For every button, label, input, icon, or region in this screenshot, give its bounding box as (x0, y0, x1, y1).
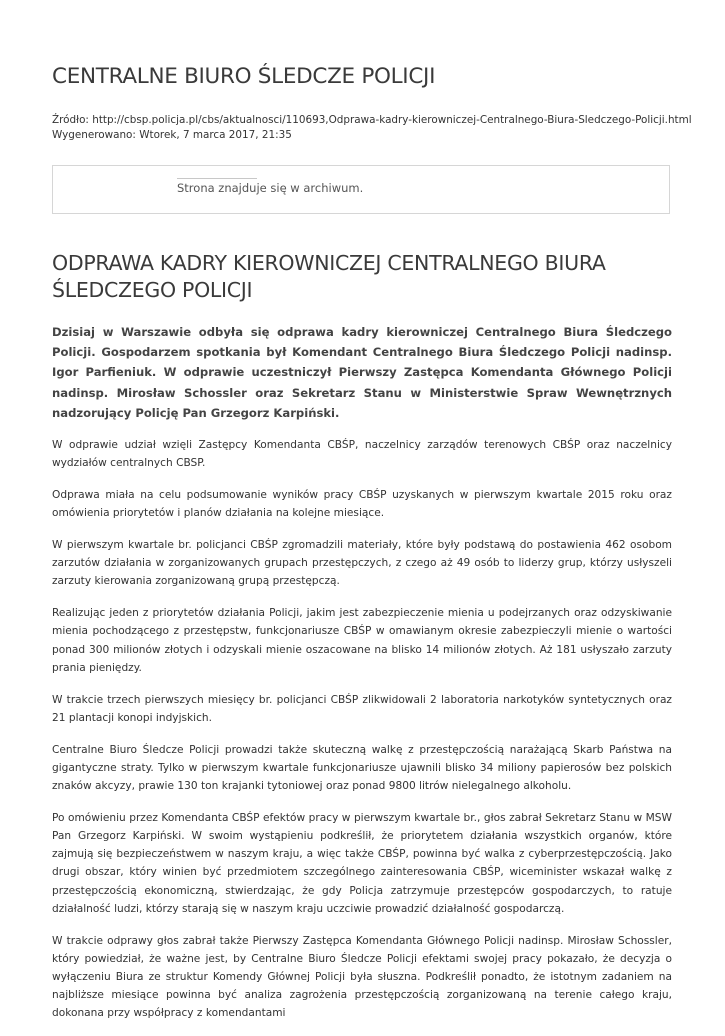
article-title: ODPRAWA KADRY KIEROWNICZEJ CENTRALNEGO BIURA ŚLEDCZEGO POLICJI (52, 251, 606, 302)
article-paragraph: W odprawie udział wzięli Zastępcy Komendanta CBŚP, naczelnicy zarządów terenowych CBŚP oraz naczelnicy wydziałów centralnych CBSP. (52, 439, 672, 470)
site-title: CENTRALNE BIURO ŚLEDCZE POLICJI (52, 64, 436, 89)
source-info (52, 113, 692, 143)
generated-date: Wygenerowano: Wtorek, 7 marca 2017, 21:35 (52, 129, 292, 141)
article-paragraph: Odprawa miała na celu podsumowanie wyników pracy CBŚP uzyskanych w pierwszym kwartale 2015 roku oraz omówienia priorytetów i planów działania na kolejne miesiące. (52, 489, 672, 520)
article-paragraph: W trakcie trzech pierwszych miesięcy br. policjanci CBŚP zlikwidowali 2 laboratoria narkotyków syntetycznych oraz 21 plantacji konopi indyjskich. (52, 693, 672, 724)
archive-notice: Strona znajduje się w archiwum. (177, 181, 364, 195)
article-lead: Dzisiaj w Warszawie odbyła się odprawa kadry kierowniczej Centralnego Biura Śledczego Policji. Gospodarzem spotkania był Komendant Centralnego Biura Śledczego Policji nadinsp. Igor Parfieniuk. W odprawie uczestniczył Pierwszy Zastępca Komendanta Głównego Policji nadinsp. Mirosław Schossler oraz Sekretarz Stanu w Ministerstwie Spraw Wewnętrznych nadzorujący Policję Pan Grzegorz Karpiński. (52, 325, 672, 420)
archive-notice-box (52, 165, 670, 214)
article-paragraph: Centralne Biuro Śledcze Policji prowadzi także skuteczną walkę z przestępczością narażającą Skarb Państwa na gigantyczne straty. Tylko w pierwszym kwartale funkcjonariusze ujawnili blisko 34 miliony papierosów bez polskich znaków akcyzy, prawie 130 ton krajanki tytoniowej oraz ponad 9800 litrów nielegalnego alkoholu. (52, 743, 672, 793)
article-body (52, 436, 672, 1036)
article-paragraph: W pierwszym kwartale br. policjanci CBŚP zgromadzili materiały, które były podstawą do postawienia 462 osobom zarzutów działania w zorganizowanych grupach przestępczych, z czego aż 49 osób to liderzy grup, którzy usłyszeli zarzuty kierowania zorganizowaną grupą przestępczą. (52, 539, 672, 588)
archive-divider (177, 178, 257, 179)
article-paragraph: Realizując jeden z priorytetów działania Policji, jakim jest zabezpieczenie mienia u podejrzanych oraz odzyskiwanie mienia pochodzącego z przestępstw, funkcjonariusze CBŚP w omawianym okresie zabezpieczyli mienie o wartości ponad 300 milionów złotych i odzyskali mienie oszacowane na blisko 14 milionów złotych. Aż 181 usłyszało zarzuty prania pieniędzy. (52, 607, 672, 674)
article-paragraph: W trakcie odprawy głos zabrał także Pierwszy Zastępca Komendanta Głównego Policji nadinsp. Mirosław Schossler, który powiedział, że ważne jest, by Centralne Biuro Śledcze Policji efektami swojej pracy pokazało, że decyzja o wyłączeniu Biura ze struktur Komendy Głównej Policji była słuszna. Podkreślił ponadto, że istotnym zadaniem na najbliższe miesiące powinna być analiza zagrożenia przestępczością zorganizowaną na terenie całego kraju, dokonana przy współpracy z komendantami (52, 934, 672, 1020)
article-paragraph: Po omówieniu przez Komendanta CBŚP efektów pracy w pierwszym kwartale br., głos zabrał Sekretarz Stanu w MSW Pan Grzegorz Karpiński. W swoim wystąpieniu podkreślił, że priorytetem działania wszystkich organów, które zajmują się bezpieczeństwem w naszym kraju, a więc także CBŚP, powinna być walka z cyberprzestępczością. Jako drugi obszar, który winien być przedmiotem szczególnego zainteresowania CBŚP, wiceminister wskazał walkę z przestępczością ekonomiczną, stwierdzając, że gdy Policja zatrzymuje przestępców gospodarczych, to ratuje działalność ludzi, którzy starają się w naszym kraju uczciwie prowadzić działalność gospodarczą. (52, 811, 672, 915)
source-url: Źródło: http://cbsp.policja.pl/cbs/aktualnosci/110693,Odprawa-kadry-kierowniczej-Centralnego-Biura-Sledczego-Policji.html (52, 114, 692, 126)
